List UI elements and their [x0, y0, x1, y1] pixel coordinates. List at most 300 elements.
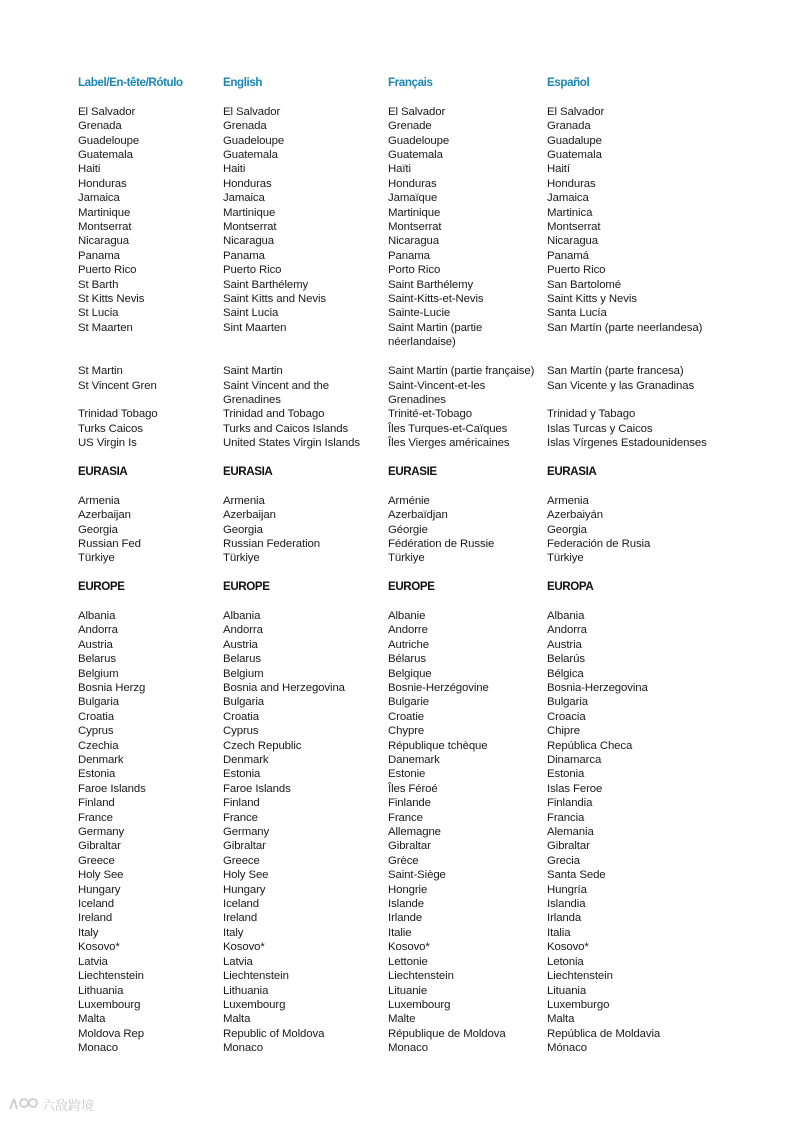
cell-label: Croatia [78, 710, 115, 723]
table-row [78, 609, 768, 623]
cell-francais: Grenade [388, 120, 432, 133]
cell-label: Georgia [78, 523, 118, 536]
cell-espanol: Chipre [547, 725, 580, 738]
cell-espanol: Guadalupe [547, 134, 602, 147]
cell-espanol: San Martín (parte francesa) [547, 365, 684, 378]
cell-francais: Haïti [388, 163, 411, 176]
cell-espanol: Gibraltar [547, 840, 590, 853]
cell-espanol: Malta [547, 1013, 575, 1026]
table-row [78, 1027, 768, 1041]
table-row [78, 739, 768, 753]
cell-francais: Sainte-Lucie [388, 307, 451, 320]
cell-english: El Salvador [223, 105, 281, 118]
section-heading-espanol: EUROPA [547, 580, 594, 594]
cell-label [78, 350, 223, 364]
cell-english: Bulgaria [223, 696, 264, 709]
table-row [78, 105, 768, 119]
cell-english: Liechtenstein [223, 970, 289, 983]
cell-english: Belarus [223, 653, 261, 666]
cell-label: Denmark [78, 754, 124, 767]
section-heading-francais: EURASIE [388, 464, 437, 478]
table-row [78, 162, 768, 176]
cell-espanol: Irlanda [547, 912, 582, 925]
cell-label: Czechia [78, 739, 119, 752]
cell-espanol: Montserrat [547, 221, 601, 234]
cell-espanol: Saint Kitts y Nevis [547, 293, 637, 306]
cell-label: Puerto Rico [78, 264, 137, 277]
cell-english: Georgia [223, 523, 263, 536]
table-row [78, 321, 768, 350]
cell-english: Kosovo* [223, 941, 265, 954]
table-row [78, 969, 768, 983]
cell-english: Türkiye [223, 552, 260, 565]
cell-francais [388, 350, 547, 364]
table-row [78, 537, 768, 551]
header-english: English [223, 76, 263, 89]
cell-label: Austria [78, 638, 113, 651]
cell-english: Ireland [223, 912, 258, 925]
cell-english: Azerbaijan [223, 509, 276, 522]
cell-label: US Virgin Is [78, 437, 137, 450]
cell-francais: Grèce [388, 854, 419, 867]
cell-english: Guatemala [223, 149, 278, 162]
table-row [78, 306, 768, 320]
cell-label: Luxembourg [78, 998, 141, 1011]
cell-espanol: República de Moldavia [547, 1027, 661, 1040]
cell-label: St Maarten [78, 321, 133, 334]
table-row [78, 638, 768, 652]
cell-francais: Bosnie-Herzégovine [388, 681, 489, 694]
cell-espanol: Letonia [547, 955, 584, 968]
cell-francais: Liechtenstein [388, 970, 454, 983]
spacer [78, 451, 768, 465]
cell-label: Martinique [78, 206, 131, 219]
cell-english: Nicaragua [223, 235, 275, 248]
cell-espanol: Honduras [547, 177, 596, 190]
cell-francais: Îles Vierges américaines [388, 437, 510, 450]
table-row [78, 1041, 768, 1055]
table-row [78, 234, 768, 248]
cell-espanol: Santa Lucía [547, 307, 607, 320]
section-heading-label: EUROPE [78, 580, 125, 594]
table-row [78, 667, 768, 681]
cell-label: Cyprus [78, 725, 114, 738]
table-row [78, 955, 768, 969]
cell-english: Saint Barthélemy [223, 278, 309, 291]
cell-english: Lithuania [223, 984, 269, 997]
cell-label: Finland [78, 797, 115, 810]
section-heading-row [78, 465, 768, 479]
cell-espanol: Azerbaiyán [547, 509, 603, 522]
table-row [78, 984, 768, 998]
table-row [78, 177, 768, 191]
cell-label: Türkiye [78, 552, 115, 565]
table-row [78, 623, 768, 637]
cell-francais: Bélarus [388, 653, 426, 666]
cell-label: Armenia [78, 494, 120, 507]
cell-label: St Martin [78, 365, 123, 378]
spacer [78, 595, 768, 609]
cell-francais: République de Moldova [388, 1027, 506, 1040]
cell-label: Lithuania [78, 984, 124, 997]
cell-francais: Honduras [388, 177, 437, 190]
cell-francais: Croatie [388, 710, 425, 723]
cell-english: Russian Federation [223, 537, 320, 550]
table-row [78, 206, 768, 220]
cell-espanol: Georgia [547, 523, 587, 536]
cell-francais: Malte [388, 1013, 416, 1026]
cell-espanol: Martinica [547, 206, 593, 219]
cell-english: Croatia [223, 710, 260, 723]
cell-english: Denmark [223, 754, 269, 767]
table-row [78, 695, 768, 709]
cell-label: Estonia [78, 768, 116, 781]
cell-label: St Lucia [78, 307, 119, 320]
cell-english: Monaco [223, 1042, 263, 1055]
cell-espanol: Bélgica [547, 667, 584, 680]
cell-english: Holy See [223, 869, 269, 882]
cell-francais: Autriche [388, 638, 429, 651]
cell-francais: Guatemala [388, 149, 443, 162]
table-row [78, 652, 768, 666]
cell-label: Honduras [78, 177, 127, 190]
cell-francais: Nicaragua [388, 235, 440, 248]
table-row [78, 710, 768, 724]
cell-english: Estonia [223, 768, 261, 781]
table-row [78, 724, 768, 738]
cell-francais: Géorgie [388, 523, 428, 536]
table-row [78, 911, 768, 925]
cell-espanol: Hungría [547, 883, 587, 896]
watermark-logo-icon [8, 1096, 38, 1112]
cell-english: Haiti [223, 163, 246, 176]
translation-table [78, 76, 768, 1056]
cell-english: Sint Maarten [223, 321, 287, 334]
section-heading-label: EURASIA [78, 464, 128, 478]
cell-english: Trinidad and Tobago [223, 408, 325, 421]
cell-espanol: Bosnia-Herzegovina [547, 681, 648, 694]
cell-espanol: Trinidad y Tabago [547, 408, 636, 421]
cell-english: Jamaica [223, 192, 265, 205]
cell-espanol: Francia [547, 811, 585, 824]
table-row [78, 278, 768, 292]
section-heading-english: EUROPE [223, 580, 270, 594]
table-row [78, 926, 768, 940]
cell-francais: Panama [388, 249, 430, 262]
cell-espanol: Granada [547, 120, 591, 133]
table-row [78, 839, 768, 853]
cell-espanol: Finlandia [547, 797, 593, 810]
cell-label: Haiti [78, 163, 101, 176]
cell-espanol: Austria [547, 638, 582, 651]
cell-label: Belgium [78, 667, 119, 680]
cell-francais: Monaco [388, 1042, 428, 1055]
cell-label: Ireland [78, 912, 113, 925]
cell-francais: Arménie [388, 494, 430, 507]
cell-francais: Saint-Vincent-et-les Grenadines [388, 379, 486, 406]
cell-label: Nicaragua [78, 235, 130, 248]
cell-espanol: Islas Turcas y Caicos [547, 422, 653, 435]
cell-espanol: República Checa [547, 739, 633, 752]
table-row [78, 292, 768, 306]
cell-english: Albania [223, 609, 261, 622]
cell-english: Faroe Islands [223, 782, 291, 795]
cell-espanol: Andorra [547, 624, 587, 637]
watermark-text: 六敌跨境 [42, 1098, 95, 1114]
header-row [78, 76, 768, 90]
cell-espanol: Islas Vírgenes Estadounidenses [547, 437, 707, 450]
table-row [78, 436, 768, 450]
table-row [78, 1012, 768, 1026]
cell-espanol: Haití [547, 163, 570, 176]
cell-english: Czech Republic [223, 739, 302, 752]
cell-label: Faroe Islands [78, 782, 146, 795]
cell-francais: Porto Rico [388, 264, 441, 277]
cell-english: Grenada [223, 120, 267, 133]
cell-label: St Vincent Gren [78, 379, 157, 392]
cell-espanol: San Bartolomé [547, 278, 622, 291]
cell-espanol: Santa Sede [547, 869, 606, 882]
cell-francais: Türkiye [388, 552, 425, 565]
cell-espanol: Liechtenstein [547, 970, 613, 983]
cell-english: Republic of Moldova [223, 1027, 325, 1040]
table-row [78, 551, 768, 565]
cell-francais: Lettonie [388, 955, 428, 968]
cell-label: Belarus [78, 653, 116, 666]
table-row [78, 220, 768, 234]
cell-english: Greece [223, 854, 260, 867]
cell-francais: Saint-Siège [388, 869, 446, 882]
cell-label: Liechtenstein [78, 970, 144, 983]
table-body [78, 105, 768, 1056]
cell-english: Saint Kitts and Nevis [223, 293, 326, 306]
cell-label: Montserrat [78, 221, 132, 234]
table-row [78, 191, 768, 205]
cell-english: Guadeloupe [223, 134, 285, 147]
cell-label: Italy [78, 926, 99, 939]
cell-english: Bosnia and Herzegovina [223, 681, 345, 694]
cell-francais: Azerbaïdjan [388, 509, 448, 522]
cell-english: Belgium [223, 667, 264, 680]
cell-label: St Barth [78, 278, 119, 291]
spacer [78, 566, 768, 580]
cell-label: France [78, 811, 113, 824]
cell-francais: Jamaïque [388, 192, 438, 205]
cell-label: Gibraltar [78, 840, 121, 853]
cell-label: Moldova Rep [78, 1027, 145, 1040]
table-row [78, 767, 768, 781]
cell-francais: Estonie [388, 768, 426, 781]
cell-espanol [547, 350, 768, 364]
cell-espanol: El Salvador [547, 105, 605, 118]
cell-english: Luxembourg [223, 998, 286, 1011]
cell-francais: Albanie [388, 609, 426, 622]
cell-francais: El Salvador [388, 105, 446, 118]
cell-francais: Saint-Kitts-et-Nevis [388, 293, 484, 306]
cell-francais: Irlande [388, 912, 423, 925]
cell-espanol: Islas Feroe [547, 782, 603, 795]
table-row [78, 753, 768, 767]
cell-francais: Chypre [388, 725, 425, 738]
cell-label: Hungary [78, 883, 121, 896]
cell-francais: Bulgarie [388, 696, 429, 709]
cell-english [223, 350, 388, 364]
table-row [78, 407, 768, 421]
cell-english: Italy [223, 926, 244, 939]
cell-espanol: Albania [547, 609, 585, 622]
header-francais: Français [388, 76, 433, 89]
cell-francais: Kosovo* [388, 941, 430, 954]
cell-label: Latvia [78, 955, 108, 968]
cell-francais: Montserrat [388, 221, 442, 234]
cell-francais: Saint Martin (partie française) [388, 365, 535, 378]
cell-espanol: Kosovo* [547, 941, 589, 954]
cell-francais: Lituanie [388, 984, 428, 997]
cell-english: Malta [223, 1013, 251, 1026]
table-row [78, 494, 768, 508]
cell-espanol: Italia [547, 926, 571, 939]
cell-espanol: Jamaica [547, 192, 589, 205]
cell-espanol: Nicaragua [547, 235, 599, 248]
cell-english: Hungary [223, 883, 266, 896]
table-row [78, 134, 768, 148]
cell-english: Puerto Rico [223, 264, 282, 277]
table-row [78, 782, 768, 796]
cell-label: Malta [78, 1013, 106, 1026]
cell-espanol: Estonia [547, 768, 585, 781]
table-row [78, 508, 768, 522]
table-row [78, 379, 768, 408]
cell-english: United States Virgin Islands [223, 437, 360, 450]
cell-francais: Trinité-et-Tobago [388, 408, 472, 421]
cell-label: Guatemala [78, 149, 133, 162]
cell-label: Albania [78, 609, 116, 622]
cell-label: Bulgaria [78, 696, 119, 709]
cell-francais: Finlande [388, 797, 431, 810]
cell-english: France [223, 811, 258, 824]
cell-espanol: Lituania [547, 984, 587, 997]
cell-label: Greece [78, 854, 115, 867]
cell-francais: Allemagne [388, 826, 441, 839]
table-row [78, 998, 768, 1012]
table-row [78, 868, 768, 882]
cell-espanol: Belarús [547, 653, 585, 666]
table-row [78, 422, 768, 436]
cell-francais: Fédération de Russie [388, 537, 495, 550]
table-row [78, 364, 768, 378]
cell-francais: Belgique [388, 667, 432, 680]
cell-english: Cyprus [223, 725, 259, 738]
cell-english: Germany [223, 826, 270, 839]
cell-francais: Îles Féroé [388, 782, 438, 795]
cell-francais: Îles Turques-et-Caïques [388, 422, 508, 435]
cell-label: Holy See [78, 869, 124, 882]
header-espanol: Español [547, 76, 590, 89]
cell-francais: Guadeloupe [388, 134, 450, 147]
cell-english: Finland [223, 797, 260, 810]
table-row [78, 350, 768, 364]
table-row [78, 249, 768, 263]
cell-francais: Andorre [388, 624, 428, 637]
table-row [78, 263, 768, 277]
cell-label: Bosnia Herzg [78, 681, 146, 694]
table-row [78, 148, 768, 162]
cell-label: Germany [78, 826, 125, 839]
cell-english: Andorra [223, 624, 263, 637]
table-row [78, 825, 768, 839]
cell-francais: Italie [388, 926, 412, 939]
cell-label: Azerbaijan [78, 509, 131, 522]
cell-francais: Danemark [388, 754, 440, 767]
cell-label: Trinidad Tobago [78, 408, 158, 421]
spacer [78, 479, 768, 493]
cell-label: Grenada [78, 120, 122, 133]
cell-label: El Salvador [78, 105, 136, 118]
section-heading-francais: EUROPE [388, 580, 435, 594]
watermark [8, 1095, 94, 1113]
table-row [78, 940, 768, 954]
cell-english: Saint Vincent and the Grenadines [223, 379, 329, 406]
cell-espanol: Guatemala [547, 149, 602, 162]
cell-label: St Kitts Nevis [78, 293, 145, 306]
cell-label: Turks Caicos [78, 422, 143, 435]
cell-english: Panama [223, 249, 265, 262]
table-row [78, 796, 768, 810]
spacer [78, 90, 768, 104]
cell-english: Armenia [223, 494, 265, 507]
cell-label: Panama [78, 249, 120, 262]
header-label: Label/En-tête/Rótulo [78, 76, 183, 89]
cell-english: Austria [223, 638, 258, 651]
cell-francais: Hongrie [388, 883, 428, 896]
table-row [78, 854, 768, 868]
cell-francais: République tchèque [388, 739, 488, 752]
cell-label: Iceland [78, 898, 115, 911]
cell-espanol: San Vicente y las Granadinas [547, 379, 695, 392]
cell-english: Montserrat [223, 221, 277, 234]
section-heading-row [78, 580, 768, 594]
table-row [78, 883, 768, 897]
cell-francais: Luxembourg [388, 998, 451, 1011]
cell-espanol: Alemania [547, 826, 594, 839]
cell-label: Guadeloupe [78, 134, 140, 147]
cell-label: Russian Fed [78, 537, 141, 550]
table-row [78, 119, 768, 133]
cell-espanol: Puerto Rico [547, 264, 606, 277]
table-row [78, 811, 768, 825]
cell-english: Saint Martin [223, 365, 283, 378]
cell-espanol: Panamá [547, 249, 589, 262]
cell-espanol: Dinamarca [547, 754, 602, 767]
cell-espanol: Grecia [547, 854, 580, 867]
cell-francais: Saint Barthélemy [388, 278, 474, 291]
cell-english: Iceland [223, 898, 260, 911]
section-heading-english: EURASIA [223, 464, 273, 478]
cell-label: Jamaica [78, 192, 120, 205]
cell-english: Martinique [223, 206, 276, 219]
cell-espanol: Federación de Rusia [547, 537, 651, 550]
cell-label: Monaco [78, 1042, 118, 1055]
section-heading-espanol: EURASIA [547, 464, 597, 478]
cell-francais: Martinique [388, 206, 441, 219]
cell-english: Gibraltar [223, 840, 266, 853]
table-row [78, 681, 768, 695]
cell-espanol: Mónaco [547, 1042, 587, 1055]
table-row [78, 523, 768, 537]
cell-english: Honduras [223, 177, 272, 190]
cell-espanol: San Martín (parte neerlandesa) [547, 321, 703, 334]
cell-espanol: Türkiye [547, 552, 584, 565]
